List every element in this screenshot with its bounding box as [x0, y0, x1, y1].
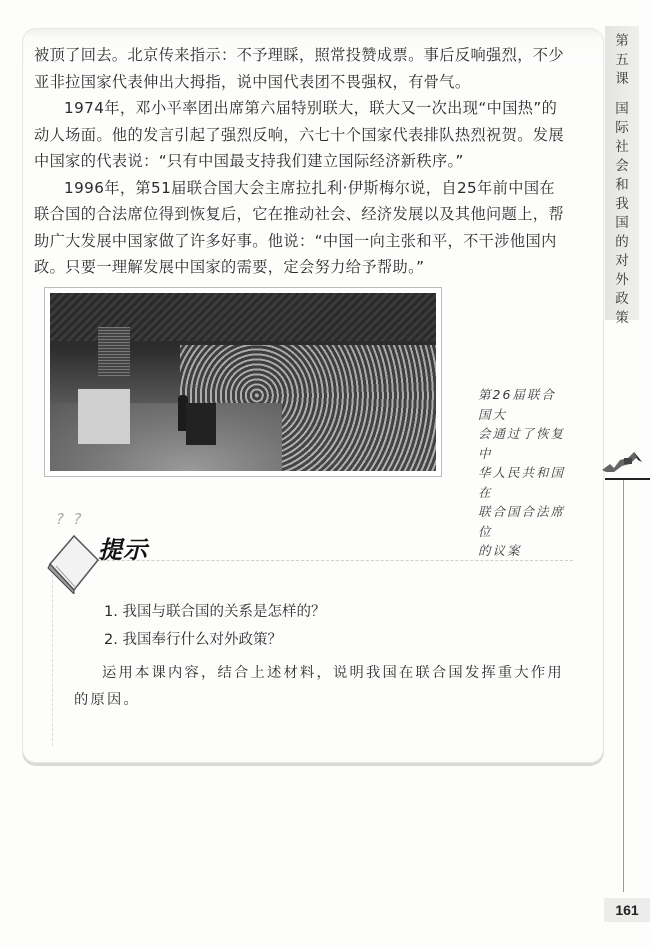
- title-char: 和: [615, 177, 629, 193]
- caption-line: 的议案: [478, 543, 522, 558]
- body-text: [34, 42, 574, 281]
- page-number: 161: [604, 898, 650, 922]
- title-char: 外: [615, 272, 629, 288]
- title-char: 的: [615, 234, 629, 250]
- text-line: 动人场面。他的发言引起了强烈反响，六七十个国家代表排队热烈祝贺。发展: [34, 125, 564, 144]
- text-line: 1996年，第51届联合国大会主席拉扎利·伊斯梅尔说，自25年前中国在: [64, 178, 556, 197]
- activity-line: 的原因。: [74, 692, 140, 708]
- title-char: 社: [615, 139, 629, 155]
- lesson-title: [605, 100, 639, 328]
- caption-line: 华人民共和国在: [478, 465, 566, 500]
- title-char: 国: [615, 101, 629, 117]
- title-char: 国: [615, 215, 629, 231]
- text-line: 1974年，邓小平率团出席第六届特别联大，联大又一次出现“中国热”的: [64, 99, 558, 117]
- caption-line: 第26届联合国大: [478, 387, 556, 422]
- text-line: 助广大发展中国家做了许多好事。他说：“中国一向主张和平，不干涉他国内: [34, 231, 557, 250]
- photo-image: [50, 293, 436, 471]
- margin-rule: [605, 478, 650, 480]
- title-char: 我: [615, 196, 629, 212]
- lesson-char: 第: [615, 33, 629, 49]
- chapter-side-tab: [605, 26, 639, 326]
- activity-line: 运用本课内容，结合上述材料，说明我国在联合国发挥重大作用: [102, 665, 564, 681]
- text-line: 中国家的代表说：“只有中国最支持我们建立国际经济新秩序。”: [34, 152, 464, 170]
- photo-rostrum: [78, 389, 130, 444]
- question-item: 1. 我国与联合国的关系是怎样的？: [104, 604, 326, 620]
- photo-podium: [186, 403, 216, 445]
- text-line: 被顶了回去。北京传来指示：不予理睬，照常投赞成票。事后反响强烈，不少: [34, 46, 564, 64]
- title-char: 策: [615, 310, 629, 326]
- un-assembly-photo: [44, 287, 442, 477]
- hint-questions: [104, 598, 325, 654]
- text-line: 联合国的合法席位得到恢复后，它在推动社会、经济发展以及其他问题上，帮: [34, 205, 564, 223]
- lesson-char: 五: [615, 52, 629, 68]
- margin-line: [623, 480, 624, 892]
- text-line: 亚非拉国家代表伸出大拇指，说中国代表团不畏强权，有骨气。: [34, 72, 471, 91]
- activity-text: [74, 660, 564, 714]
- hint-title: 提示: [98, 536, 148, 564]
- notebook-icon: [44, 532, 104, 594]
- photo-vote-board: [98, 327, 130, 377]
- photo-caption: [478, 385, 570, 561]
- title-char: 际: [615, 120, 629, 136]
- text-line: 政。只要一理解发展中国家的需要，定会努力给予帮助。”: [34, 258, 425, 276]
- decorative-flags-icon: [600, 448, 646, 474]
- title-char: 政: [615, 291, 629, 307]
- title-char: 会: [615, 158, 629, 174]
- lesson-label: [605, 32, 639, 89]
- question-item: 2. 我国奉行什么对外政策？: [104, 632, 282, 648]
- caption-line: 联合国合法席位: [478, 504, 566, 539]
- title-char: 对: [615, 253, 629, 269]
- lesson-char: 课: [615, 71, 629, 87]
- question-marks-icon: ? ?: [56, 510, 82, 528]
- caption-line: 会通过了恢复中: [478, 426, 566, 461]
